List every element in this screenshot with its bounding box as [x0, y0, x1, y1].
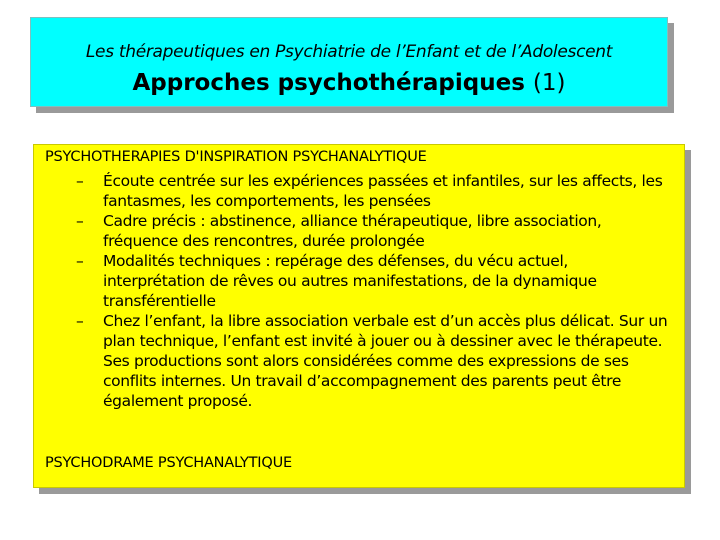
slide-title	[31, 70, 667, 96]
bullet-dash: –	[76, 312, 84, 330]
slide-title-number: (1)	[532, 70, 566, 96]
list-item	[34, 251, 686, 311]
list-item-text: Chez l’enfant, la libre association verbale est d’un accès plus délicat. Sur un plan technique, l’enfant est invité à jouer ou à dessiner avec le thérapeute. Ses productions sont alors considérées comme des expressions de ses conflits internes. Un travail d’accompagnement des parents peut être également proposé.	[103, 312, 668, 410]
list-item-text: Modalités techniques : repérage des défenses, du vécu actuel, interprétation de rêves ou autres manifestations, de la dynamique transférentielle	[103, 252, 597, 310]
bullet-dash: –	[76, 172, 84, 190]
section-heading-psychodrame: PSYCHODRAME PSYCHANALYTIQUE	[45, 455, 292, 471]
bullet-dash: –	[76, 212, 84, 230]
list-item	[34, 171, 686, 211]
list-item-text: Cadre précis : abstinence, alliance thérapeutique, libre association, fréquence des rencontres, durée prolongée	[103, 212, 602, 250]
slide-title-text: Approches psychothérapiques	[132, 70, 525, 96]
list-item	[34, 311, 686, 411]
slide-subtitle: Les thérapeutiques en Psychiatrie de l’Enfant et de l’Adolescent	[85, 42, 613, 62]
list-item	[34, 211, 686, 251]
list-item-text: Écoute centrée sur les expériences passées et infantiles, sur les affects, les fantasmes, les comportements, les pensées	[103, 172, 663, 210]
content-box	[33, 144, 685, 488]
section-heading-psychotherapies: PSYCHOTHERAPIES D'INSPIRATION PSYCHANALYTIQUE	[45, 149, 427, 165]
title-box	[30, 17, 668, 107]
bullet-dash: –	[76, 252, 84, 270]
bullet-list	[34, 171, 686, 411]
